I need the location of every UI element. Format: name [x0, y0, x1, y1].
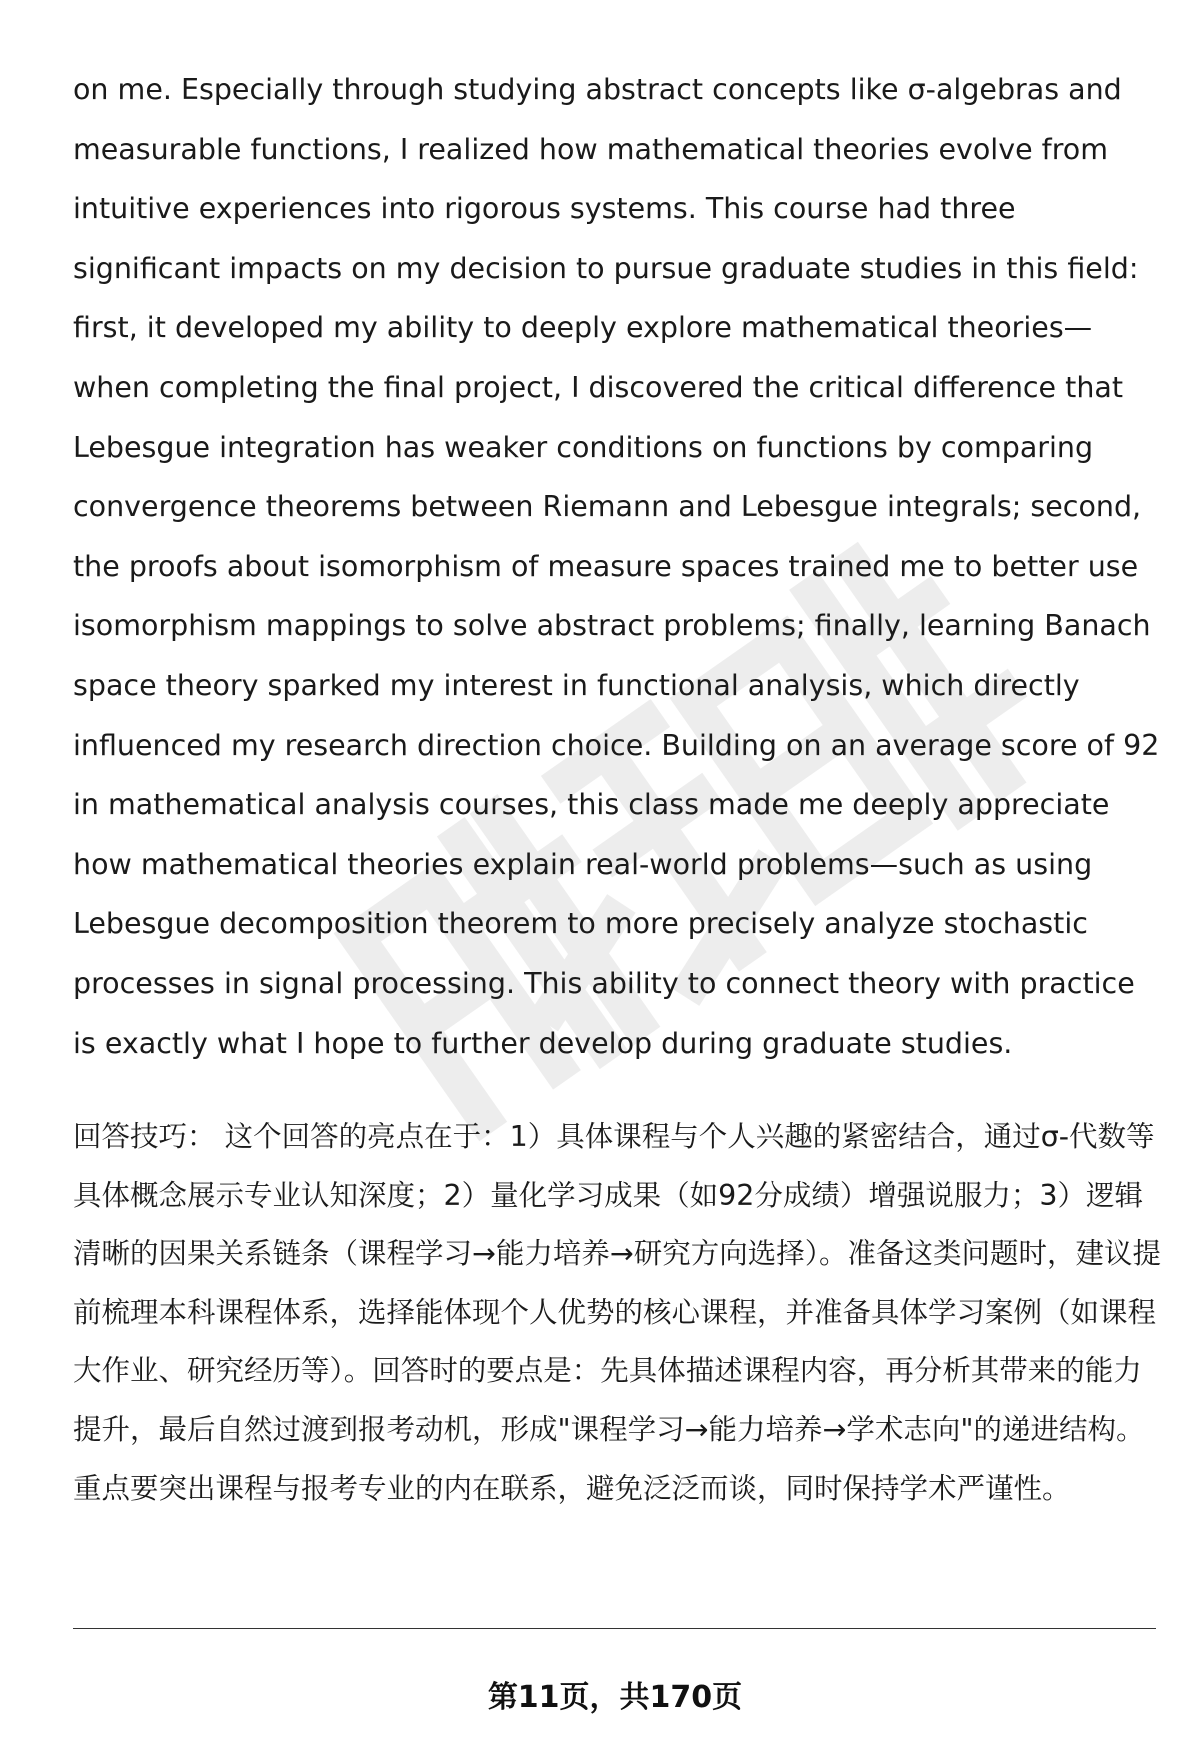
- answer-paragraph: on me. Especially through studying abstract concepts like σ-algebras and measurable functions, I realized how mathematical theories evolve from intuitive experiences into rigorous systems. This course had three significant impacts on my decision to pursue graduate studies in this field: first, it developed my ability to deeply explore mathematical theories—when completing the final project, I discovered the critical difference that Lebesgue integration has weaker conditions on functions by comparing convergence theorems between Riemann and Lebesgue integrals; second, the proofs about isomorphism of measure spaces trained me to better use isomorphism mappings to solve abstract problems; finally, learning Banach space theory sparked my interest in functional analysis, which directly influenced my research direction choice. Building on an average score of 92 in mathematical analysis courses, this class made me deeply appreciate how mathematical theories explain real-world problems—such as using Lebesgue decomposition theorem to more precisely analyze stochastic processes in signal processing. This ability to connect theory with practice is exactly what I hope to further develop during graduate studies.: [73, 73, 1160, 1060]
- answer-tips: [73, 1108, 1165, 1518]
- tips-label: 回答技巧：: [73, 1120, 216, 1153]
- page-number: 第11页，共170页: [487, 1680, 743, 1715]
- tips-text: 这个回答的亮点在于：1）具体课程与个人兴趣的紧密结合，通过σ-代数等具体概念展示专业认知深度；2）量化学习成果（如92分成绩）增强说服力；3）逻辑清晰的因果关系链条（课程学习→能力培养→研究方向选择）。准备这类问题时，建议提前梳理本科课程体系，选择能体现个人优势的核心课程，并准备具体学习案例（如课程大作业、研究经历等）。回答时的要点是：先具体描述课程内容，再分析其带来的能力提升，最后自然过渡到报考动机，形成"课程学习→能力培养→学术志向"的递进结构。重点要突出课程与报考专业的内在联系，避免泛泛而谈，同时保持学术严谨性。: [73, 1120, 1162, 1505]
- footer-divider: [73, 1628, 1156, 1629]
